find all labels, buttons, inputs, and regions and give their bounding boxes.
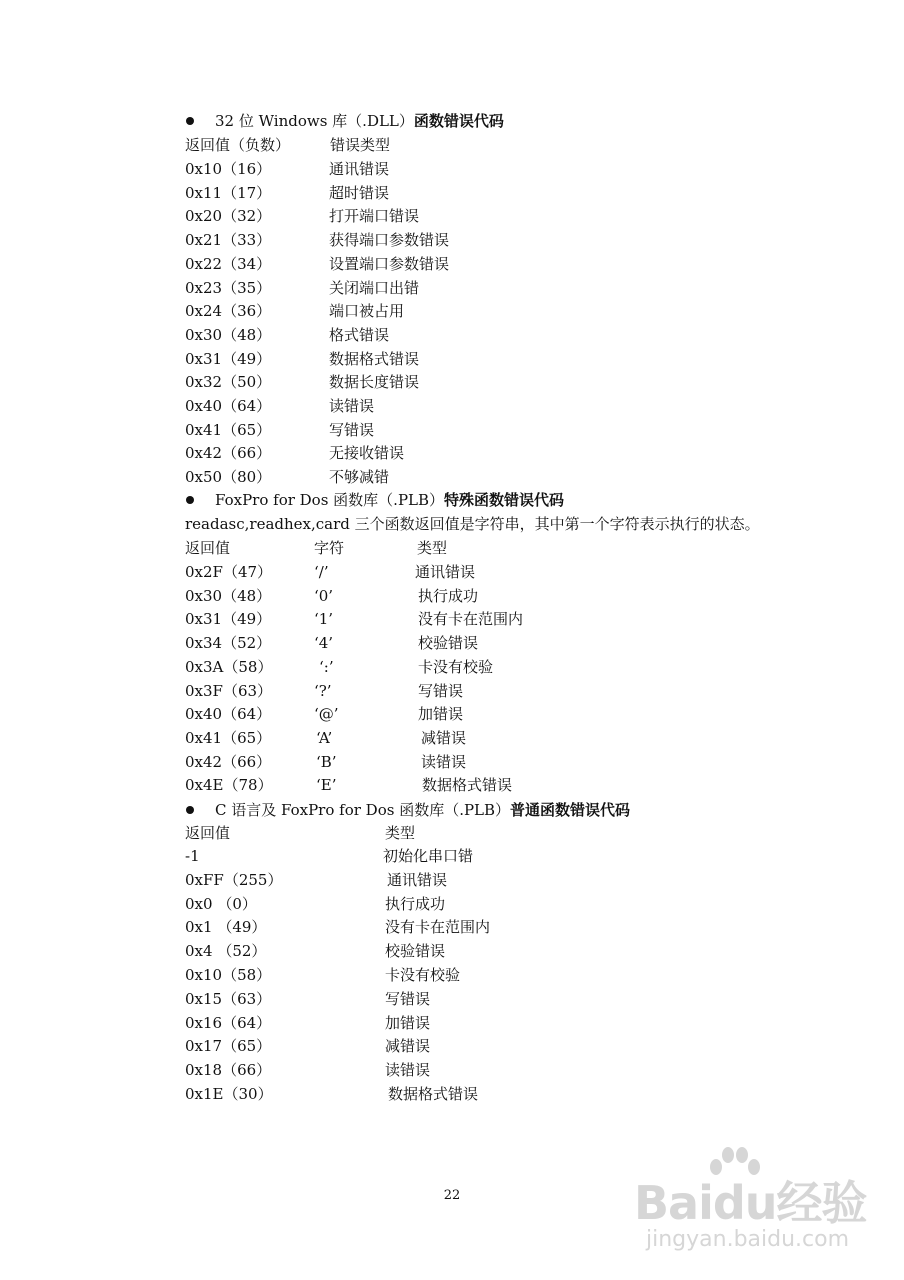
cell-char: ‘B’ [316,752,337,771]
cell-type: 超时错误 [329,183,390,202]
section3-table-header [0,822,904,844]
table-row [0,585,904,607]
table-row [0,158,904,180]
table-row [0,182,904,204]
cell-char: ‘1’ [314,610,334,629]
cell-type: 执行成功 [385,894,446,913]
table-row [0,916,904,938]
cell-code: 0x3A（58） [185,657,273,676]
cell-char: ‘0’ [314,586,334,605]
table-row [0,1059,904,1081]
cell-type: 写错误 [385,989,431,1008]
cell-type: 不够减错 [329,468,390,487]
cell-code: 0x34（52） [185,634,272,653]
cell-type: 通讯错误 [329,160,390,178]
cell-code: 0x41（65） [185,420,272,439]
cell-type: 减错误 [385,1037,431,1056]
page-number: 22 [443,1188,461,1203]
cell-code: 0x17（65） [185,1037,272,1056]
table-row [0,1012,904,1034]
cell-type: 格式错误 [329,325,390,344]
table-row [0,324,904,346]
table-row [0,253,904,275]
cell-type: 加错误 [385,1013,431,1032]
cell-code: -1 [185,847,200,865]
cell-code: 0x15（63） [185,989,272,1008]
table-row [0,940,904,962]
cell-code: 0x22（34） [185,254,272,273]
table-row [0,608,904,630]
section1-heading [0,110,904,132]
cell-type: 打开端口错误 [329,207,420,226]
cell-char: ‘?’ [314,681,332,700]
baidu-watermark [634,1145,867,1260]
table-row [0,277,904,299]
cell-code: 0xFF（255） [185,870,283,889]
table-row [0,1083,904,1105]
cell-type: 写错误 [418,681,464,700]
cell-type: 无接收错误 [329,444,405,463]
section2-table-header [0,537,904,559]
cell-code: 0x40（64） [185,705,272,724]
cell-code: 0x3F（63） [185,681,273,700]
cell-type: 写错误 [329,420,375,439]
cell-type: 执行成功 [418,586,479,605]
table-row [0,348,904,370]
cell-code: 0x10（16） [185,160,272,178]
cell-type: 获得端口参数错误 [329,231,450,250]
cell-type: 卡没有校验 [385,966,461,984]
table-row [0,442,904,464]
cell-type: 设置端口参数错误 [329,254,450,273]
cell-code: 0x42（66） [185,752,272,771]
section2-title: FoxPro for Dos 函数库（.PLB）特殊函数错误代码 [215,491,565,509]
cell-code: 0x0 （0） [185,894,257,913]
cell-type: 端口被占用 [329,302,405,321]
table-row [0,466,904,488]
cell-type: 读错误 [385,1061,431,1080]
cell-type: 读错误 [329,397,375,415]
header-char: 字符 [314,539,345,557]
cell-code: 0x18（66） [185,1061,272,1080]
table-row [0,561,904,583]
cell-type: 没有卡在范围内 [418,610,524,629]
table-row [0,656,904,678]
cell-code: 0x41（65） [185,728,272,747]
cell-char: ‘@’ [314,705,339,724]
section3-heading [0,799,904,821]
cell-type: 数据格式错误 [422,776,513,795]
header-type: 类型 [417,539,448,557]
header-code: 返回值 [185,539,231,557]
header-code: 返回值 [185,824,231,842]
table-row [0,988,904,1010]
section2-heading [0,489,904,511]
cell-char: ‘/’ [314,563,329,581]
cell-code: 0x31（49） [185,349,272,368]
cell-char: ‘E’ [316,776,337,795]
section1-title: 32 位 Windows 库（.DLL）函数错误代码 [215,112,504,130]
bullet-icon [186,117,194,125]
cell-type: 通讯错误 [415,563,476,581]
table-row [0,845,904,867]
table-row [0,964,904,986]
cell-type: 数据长度错误 [329,373,420,392]
cell-code: 0x40（64） [185,397,272,415]
cell-code: 0x50（80） [185,468,272,487]
table-row [0,727,904,749]
cell-code: 0x21（33） [185,231,272,250]
cell-type: 读错误 [421,752,467,771]
section3-title: C 语言及 FoxPro for Dos 函数库（.PLB）普通函数错误代码 [215,801,631,819]
cell-code: 0x23（35） [185,278,272,297]
table-row [0,751,904,773]
watermark-url: jingyan.baidu.com [646,1227,850,1252]
cell-type: 关闭端口出错 [329,278,420,297]
cell-code: 0x1 （49） [185,918,267,937]
watermark-logo: Baidu经验 [634,1176,867,1230]
header-type: 类型 [385,824,416,842]
header-type: 错误类型 [330,136,391,154]
cell-char: ‘:’ [319,657,334,676]
cell-code: 0x32（50） [185,373,272,392]
cell-type: 减错误 [421,728,467,747]
cell-type: 数据格式错误 [388,1085,479,1103]
table-row [0,893,904,915]
table-row [0,774,904,796]
cell-code: 0x20（32） [185,207,272,226]
table-row [0,632,904,654]
cell-code: 0x2F（47） [185,563,273,581]
cell-type: 卡没有校验 [418,657,494,676]
table-row [0,419,904,441]
cell-code: 0x16（64） [185,1013,272,1032]
cell-type: 初始化串口错 [383,847,474,865]
table-row [0,371,904,393]
table-row [0,205,904,227]
cell-code: 0x11（17） [185,183,272,202]
cell-code: 0x24（36） [185,302,272,321]
table-row [0,703,904,725]
header-code: 返回值（负数） [185,136,291,154]
cell-code: 0x4E（78） [185,776,273,795]
cell-code: 0x30（48） [185,325,272,344]
table-row [0,680,904,702]
table-row [0,1035,904,1057]
cell-char: ‘A’ [316,728,333,747]
section1-table-header [0,134,904,156]
cell-type: 加错误 [418,705,464,724]
cell-type: 没有卡在范围内 [385,918,491,937]
cell-code: 0x1E（30） [185,1085,273,1103]
section2-description: readasc,readhex,card 三个函数返回值是字符串，其中第一个字符表示执行的状态。 [185,515,760,533]
cell-type: 数据格式错误 [329,349,420,368]
cell-type: 校验错误 [385,942,446,961]
cell-type: 校验错误 [418,634,479,653]
table-row [0,869,904,891]
cell-char: ‘4’ [314,634,334,653]
table-row [0,395,904,417]
cell-code: 0x31（49） [185,610,272,629]
bullet-icon [186,806,194,814]
table-row [0,300,904,322]
cell-type: 通讯错误 [387,870,448,889]
bullet-icon [186,496,194,504]
cell-code: 0x30（48） [185,586,272,605]
cell-code: 0x4 （52） [185,942,267,961]
table-row [0,229,904,251]
cell-code: 0x42（66） [185,444,272,463]
cell-code: 0x10（58） [185,966,272,984]
